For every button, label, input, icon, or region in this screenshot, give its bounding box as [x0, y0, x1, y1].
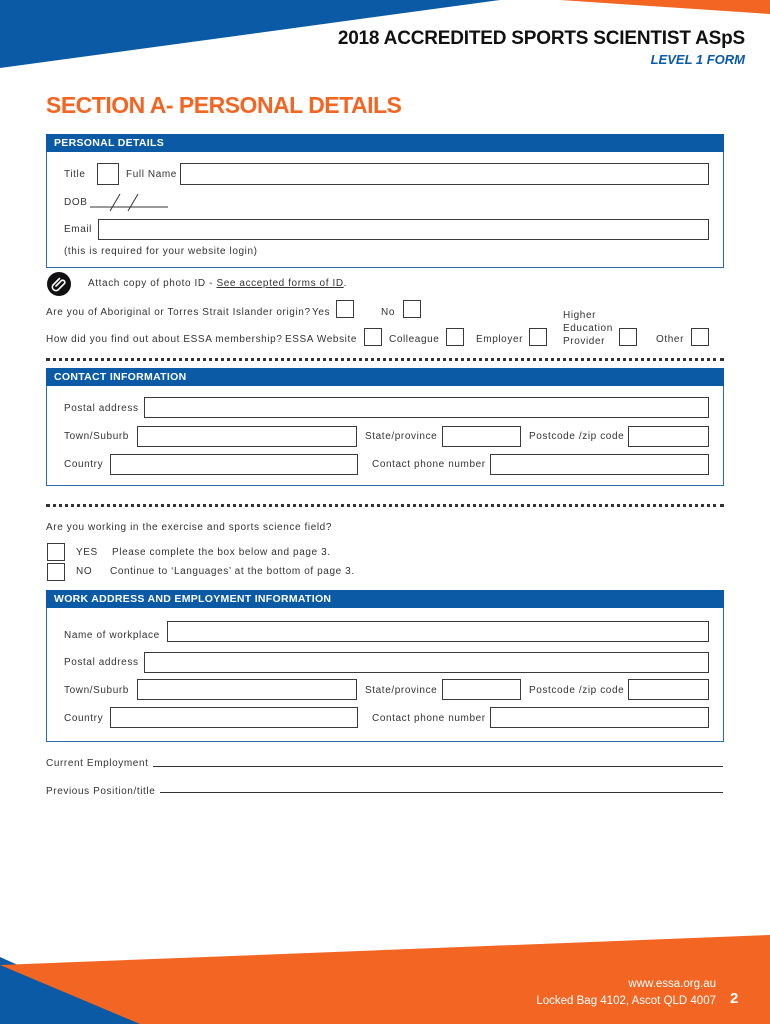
- working-no-checkbox[interactable]: [47, 563, 65, 581]
- contact-postal-label: Postal address: [64, 403, 139, 414]
- attachment-icon: [47, 272, 71, 296]
- contact-country-input[interactable]: [110, 454, 358, 475]
- work-town-input[interactable]: [137, 679, 357, 700]
- divider: [46, 504, 724, 507]
- work-phone-input[interactable]: [490, 707, 709, 728]
- opt-provider-label: Provider: [563, 336, 606, 347]
- find-question: How did you find out about ESSA membership?: [46, 334, 283, 345]
- top-right-orange-stripe: [560, 0, 770, 14]
- footer-website[interactable]: www.essa.org.au: [628, 978, 716, 990]
- page-number: 2: [730, 990, 739, 1007]
- work-country-input[interactable]: [110, 707, 358, 728]
- footer-address: Locked Bag 4102, Ascot QLD 4007: [536, 995, 716, 1007]
- contact-town-label: Town/Suburb: [64, 431, 129, 442]
- contact-postcode-label: Postcode /zip code: [529, 431, 625, 442]
- opt-higher-education-checkbox[interactable]: [619, 328, 637, 346]
- opt-employer-label: Employer: [476, 334, 524, 345]
- contact-postcode-input[interactable]: [628, 426, 709, 447]
- work-postal-input[interactable]: [144, 652, 709, 673]
- contact-postal-input[interactable]: [144, 397, 709, 418]
- attach-text: [88, 278, 347, 289]
- current-employment-input[interactable]: [153, 766, 723, 767]
- divider: [46, 358, 724, 361]
- previous-position-input[interactable]: [160, 792, 723, 793]
- contact-phone-input[interactable]: [490, 454, 709, 475]
- opt-website-label: ESSA Website: [285, 334, 358, 345]
- opt-colleague-label: Colleague: [389, 334, 440, 345]
- section-title: SECTION A- PERSONAL DETAILS: [46, 92, 402, 118]
- dob-input[interactable]: [90, 192, 170, 212]
- contact-state-input[interactable]: [442, 426, 521, 447]
- contact-bar: CONTACT INFORMATION: [46, 368, 724, 386]
- working-question: Are you working in the exercise and sports science field?: [46, 522, 332, 533]
- working-yes-checkbox[interactable]: [47, 543, 65, 561]
- email-label: Email: [64, 224, 93, 235]
- title-label: Title: [64, 169, 86, 180]
- fullname-label: Full Name: [126, 169, 177, 180]
- opt-other-label: Other: [656, 334, 685, 345]
- aboriginal-question: Are you of Aboriginal or Torres Strait Islander origin?: [46, 307, 311, 318]
- form-title: 2018 ACCREDITED SPORTS SCIENTIST ASpS: [337, 28, 745, 49]
- form-subtitle: LEVEL 1 FORM: [650, 52, 745, 67]
- aboriginal-no-label: No: [381, 307, 395, 318]
- opt-colleague-checkbox[interactable]: [446, 328, 464, 346]
- opt-education-label: Education: [563, 323, 613, 334]
- dob-label: DOB: [64, 197, 88, 208]
- workplace-input[interactable]: [167, 621, 709, 642]
- fullname-input[interactable]: [180, 163, 709, 185]
- attach-suffix: .: [343, 278, 348, 289]
- working-no-note: Continue to ‘Languages’ at the bottom of page 3.: [110, 566, 355, 577]
- opt-higher-label: Higher: [563, 310, 597, 321]
- work-country-label: Country: [64, 713, 104, 724]
- contact-phone-label: Contact phone number: [372, 459, 486, 470]
- work-postcode-input[interactable]: [628, 679, 709, 700]
- work-town-label: Town/Suburb: [64, 685, 129, 696]
- contact-country-label: Country: [64, 459, 104, 470]
- current-employment-label: Current Employment: [46, 758, 149, 769]
- accepted-id-link[interactable]: See accepted forms of ID: [216, 278, 344, 289]
- opt-employer-checkbox[interactable]: [529, 328, 547, 346]
- opt-other-checkbox[interactable]: [691, 328, 709, 346]
- work-state-label: State/province: [365, 685, 438, 696]
- contact-state-label: State/province: [365, 431, 438, 442]
- work-phone-label: Contact phone number: [372, 713, 486, 724]
- contact-town-input[interactable]: [137, 426, 357, 447]
- work-bar: WORK ADDRESS AND EMPLOYMENT INFORMATION: [46, 590, 724, 608]
- previous-position-label: Previous Position/title: [46, 786, 156, 797]
- work-postcode-label: Postcode /zip code: [529, 685, 625, 696]
- working-yes-note: Please complete the box below and page 3.: [112, 547, 331, 558]
- personal-details-bar: PERSONAL DETAILS: [46, 134, 724, 152]
- aboriginal-yes-checkbox[interactable]: [336, 300, 354, 318]
- attach-prefix: Attach copy of photo ID -: [88, 278, 217, 289]
- email-input[interactable]: [98, 219, 709, 240]
- opt-website-checkbox[interactable]: [364, 328, 382, 346]
- title-input[interactable]: [97, 163, 119, 185]
- working-no-label: NO: [76, 566, 93, 577]
- working-yes-label: YES: [76, 547, 98, 558]
- work-postal-label: Postal address: [64, 657, 139, 668]
- aboriginal-no-checkbox[interactable]: [403, 300, 421, 318]
- email-note: (this is required for your website login): [64, 246, 258, 257]
- work-state-input[interactable]: [442, 679, 521, 700]
- workplace-label: Name of workplace: [64, 630, 160, 641]
- aboriginal-yes-label: Yes: [312, 307, 331, 318]
